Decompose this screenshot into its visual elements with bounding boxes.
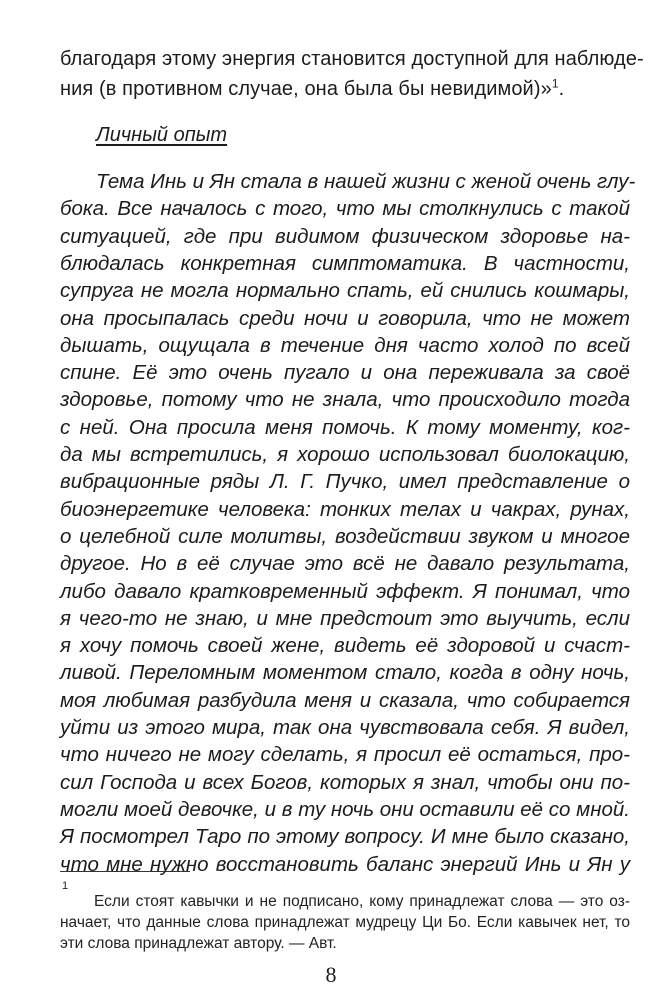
body-line: уйти из этого мира, так она чувствовала себя. Я видел,: [60, 716, 630, 739]
footnote-rule: [60, 871, 190, 872]
body-line: моя любимая разбудила меня и сказала, что собирается: [60, 688, 630, 712]
body-line: супруга не могла нормально спать, ей снились кошмары,: [60, 279, 630, 303]
footnote-mark: 1: [62, 880, 69, 892]
body-line: да мы встретились, я хорошо использовал биолокацию,: [60, 443, 630, 466]
body-line: спине. Её это очень пугало и она переживала за своё: [60, 361, 630, 385]
body-line: блюдалась конкретная симптоматика. В частности,: [60, 251, 630, 275]
body-line: ситуацией, где при видимом физическом здоровье на-: [60, 224, 630, 248]
footnote-line-1: Если стоят кавычки и не подписано, кому принадлежат слова — это оз-: [94, 892, 630, 910]
body-line: Я посмотрел Таро по этому вопросу. И мне было сказано,: [60, 825, 630, 849]
body-line: с ней. Она просила меня помочь. К тому моменту, ког-: [60, 415, 630, 439]
body-line: здоровье, потому что не знала, что происходило тогда: [60, 388, 630, 412]
body-line: другое. Но в её случае это всё не давало результата,: [60, 552, 630, 576]
intro-line-2-end: .: [558, 78, 565, 100]
footnote-line-3: эти слова принадлежат автору. — Авт.: [60, 934, 337, 952]
body-line: она просыпалась среди ночи и говорила, что не может: [60, 306, 630, 330]
intro-line-2: [60, 78, 564, 101]
body-line: Тема Инь и Ян стала в нашей жизни с женой очень глу-: [96, 170, 636, 193]
intro-line-1: благодаря этому энергия становится доступной для наблюде-: [60, 48, 644, 70]
intro-line-2-text: ния (в противном случае, она была бы невидимой)»: [60, 78, 552, 100]
body-line: бока. Все началось с того, что мы столкнулись с такой: [60, 197, 630, 221]
body-line: я хочу помочь своей жене, видеть её здоровой и счаст-: [60, 634, 630, 658]
body-line: либо давало кратковременный эффект. Я понимал, что: [60, 579, 630, 603]
body-line: сил Господа и всех Богов, которых я знал, чтобы они по-: [60, 770, 630, 794]
body-line: дышать, ощущала в течение дня часто холод по всей: [60, 333, 630, 357]
footnote-reference: 1: [551, 76, 559, 91]
footnote-line-2: начает, что данные слова принадлежат мудрецу Ци Бо. Если кавычек нет, то: [60, 913, 630, 931]
body-line: что ничего не могу сделать, я просил её остаться, про-: [60, 743, 630, 767]
body-line: что мне нужно восстановить баланс энергий Инь и Ян у: [60, 852, 630, 876]
body-line: биоэнергетике человека: тонких телах и чакрах, рунах,: [60, 497, 630, 521]
body-line: ливой. Переломным моментом стало, когда в одну ночь,: [60, 661, 630, 685]
body-line: могли моей девочке, и в ту ночь они оставили её со мной.: [60, 797, 630, 821]
body-line: о целебной силе молитвы, воздействии звуком и многое: [60, 524, 630, 548]
body-line: я чего-то не знаю, и мне предстоит это выучить, если: [60, 606, 630, 630]
section-heading: Личный опыт: [96, 124, 228, 146]
page-number: 8: [325, 962, 337, 987]
body-line: вибрационные ряды Л. Г. Пучко, имел представление о: [60, 470, 630, 494]
